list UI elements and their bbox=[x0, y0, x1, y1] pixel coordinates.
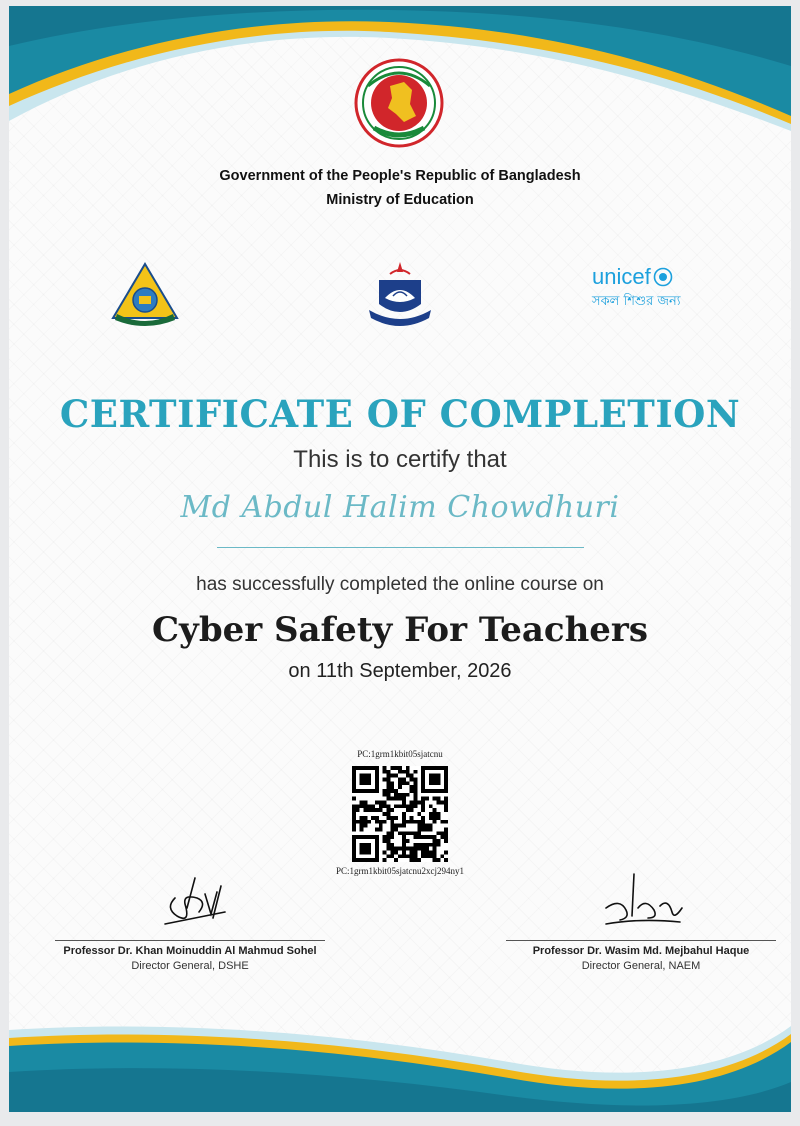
ministry-name: Ministry of Education bbox=[326, 192, 474, 208]
signature-line-right bbox=[506, 940, 776, 941]
bangladesh-government-seal-icon bbox=[354, 58, 444, 148]
verification-code-bottom: PC:1grm1kbit05sjatcnu2xcj294ny1 bbox=[336, 866, 464, 876]
verification-code-top: PC:1grm1kbit05sjatcnu bbox=[357, 749, 443, 759]
unicef-globe-icon bbox=[653, 267, 673, 287]
course-name: Cyber Safety For Teachers bbox=[152, 610, 648, 650]
dshe-emblem-icon bbox=[109, 262, 181, 326]
signatory-left-title: Director General, DSHE bbox=[131, 960, 249, 972]
recipient-underline bbox=[217, 547, 584, 548]
signatory-left-name: Professor Dr. Khan Moinuddin Al Mahmud Sohel bbox=[63, 945, 317, 957]
recipient-name: Md Abdul Halim Chowdhuri bbox=[180, 490, 620, 525]
unicef-tagline: সকল শিশুর জন্য bbox=[592, 294, 681, 309]
signatory-right bbox=[506, 868, 776, 972]
certificate-page bbox=[9, 6, 791, 1112]
completion-statement: has successfully completed the online course on bbox=[196, 574, 604, 595]
naem-emblem-icon bbox=[365, 258, 435, 330]
signature-right-icon bbox=[576, 868, 706, 938]
signature-line-left bbox=[55, 940, 325, 941]
verification-qr-code bbox=[352, 766, 448, 862]
signature-left-icon bbox=[125, 868, 255, 938]
signatory-right-title: Director General, NAEM bbox=[581, 960, 701, 972]
certificate-title: CERTIFICATE OF COMPLETION bbox=[59, 392, 741, 436]
unicef-wordmark: unicef bbox=[592, 264, 651, 289]
completion-date: on 11th September, 2026 bbox=[288, 660, 512, 682]
unicef-logo bbox=[592, 264, 702, 313]
signatory-right-name: Professor Dr. Wasim Md. Mejbahul Haque bbox=[532, 945, 750, 957]
government-name: Government of the People's Republic of Bangladesh bbox=[219, 168, 581, 184]
certify-intro: This is to certify that bbox=[293, 446, 507, 473]
bottom-wave-decoration bbox=[9, 1012, 791, 1112]
signatory-left bbox=[55, 868, 325, 972]
government-header bbox=[9, 164, 791, 212]
